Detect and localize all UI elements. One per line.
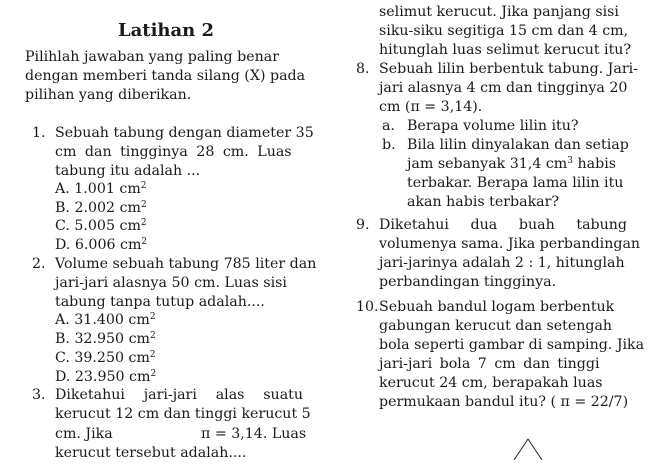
sub-question-text: terbakar. Berapa lama lilin itu [407, 175, 624, 191]
question-text: Volume sebuah tabung 785 liter dan [55, 256, 317, 272]
question-text: tabung tanpa tutup adalah.... [55, 294, 265, 310]
sub-question-text: akan habis terbakar? [407, 194, 560, 210]
question-text: volumenya sama. Jika perbandingan [379, 236, 641, 252]
sub-question-text: Berapa volume lilin itu? [407, 118, 579, 134]
question-text: Sebuah tabung dengan diameter 35 [55, 125, 314, 141]
question-number: 1. [32, 125, 46, 141]
question-text: Diketahui jari-jari alas suatu [55, 387, 303, 403]
sub-question-text: jam sebanyak 31,4 $cm^3$ habis [407, 156, 617, 172]
question-text: selimut kerucut. Jika panjang sisi [379, 4, 619, 20]
instruction-line: Pilihlah jawaban yang paling benar [25, 49, 279, 65]
question-text: jari-jari alasnya 50 cm. Luas sisi [55, 275, 287, 291]
question-text: perbandingan tingginya. [379, 274, 557, 290]
question-number: 3. [32, 387, 46, 403]
question-text: jari-jari bola 7 cm dan tinggi [379, 356, 600, 372]
sub-question-text: Bila lilin dinyalakan dan setiap [407, 137, 629, 153]
question-text: permukaan bandul itu? ( π = 22/7) [379, 394, 629, 410]
question-text: Diketahui dua buah tabung [379, 217, 627, 233]
instruction-line: pilihan yang diberikan. [25, 87, 192, 103]
question-text: hitunglah luas selimut kerucut itu? [379, 42, 632, 58]
question-number: 9. [356, 217, 370, 233]
answer-option[interactable]: D. 23.950 $cm^2$ [55, 369, 157, 385]
answer-option[interactable]: A. 31.400 $cm^2$ [55, 312, 156, 328]
question-text: bola seperti gambar di samping. Jika [379, 337, 645, 353]
question-text: cm. Jika [55, 426, 113, 442]
sub-question-label: a. [382, 118, 395, 134]
question-number: 8. [356, 61, 370, 77]
answer-option[interactable]: C. 5.005 $cm^2$ [55, 218, 147, 234]
question-text: tabung itu adalah ... [55, 163, 201, 179]
question-number: 2. [32, 256, 46, 272]
instruction-line: dengan memberi tanda silang (X) pada [25, 68, 306, 84]
question-number: 10. [356, 299, 379, 315]
answer-option[interactable]: D. 6.006 $cm^2$ [55, 237, 148, 253]
question-text: cm dan tingginya 28 cm. Luas [55, 144, 292, 160]
answer-option[interactable]: C. 39.250 $cm^2$ [55, 350, 156, 366]
answer-option[interactable]: B. 32.950 $cm^2$ [55, 331, 156, 347]
question-text: siku-siku segitiga 15 cm dan 4 cm, [379, 23, 629, 39]
question-text: π = 3,14. Luas [201, 426, 307, 442]
question-text: kerucut tersebut adalah.... [55, 445, 247, 461]
question-text: kerucut 12 cm dan tinggi kerucut 5 [55, 406, 311, 422]
page-title: Latihan 2 [117, 20, 215, 41]
answer-option[interactable]: A. 1.001 $cm^2$ [55, 181, 147, 197]
question-text: Sebuah bandul logam berbentuk [379, 299, 615, 315]
sub-question-label: b. [382, 137, 396, 153]
question-text: jari-jarinya adalah 2 : 1, hitunglah [379, 255, 625, 271]
question-text: cm (π = 3,14). [379, 99, 483, 115]
question-text: kerucut 24 cm, berapakah luas [379, 375, 603, 391]
cone-figure [510, 438, 546, 460]
answer-option[interactable]: B. 2.002 $cm^2$ [55, 200, 147, 216]
question-text: gabungan kerucut dan setengah [379, 318, 613, 334]
question-text: jari alasnya 4 cm dan tingginya 20 [379, 80, 628, 96]
question-text: Sebuah lilin berbentuk tabung. Jari- [379, 61, 638, 77]
